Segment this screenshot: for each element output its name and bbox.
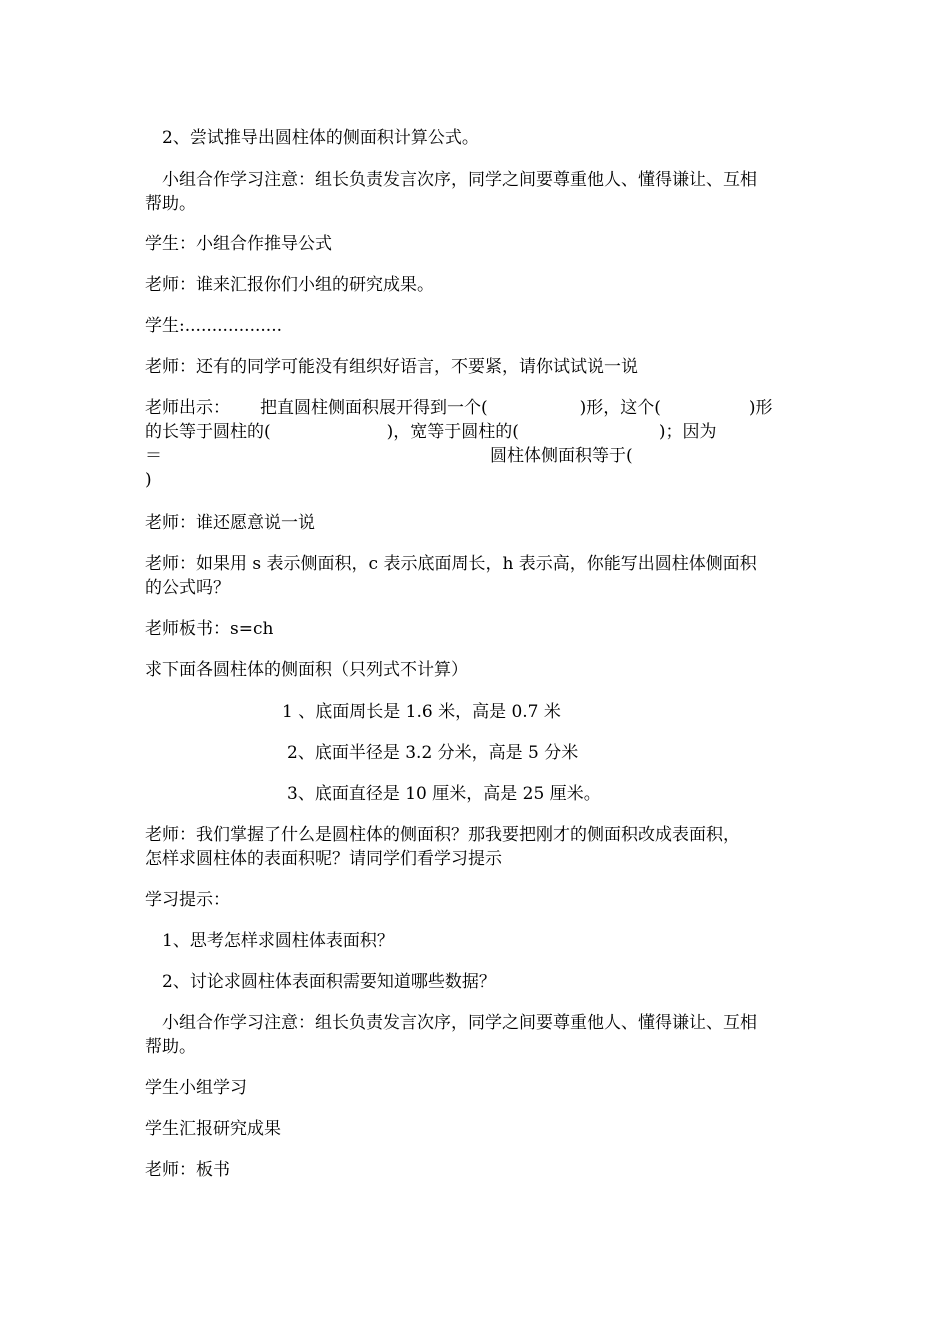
teacher-board-writing: 老师：板书	[145, 1160, 230, 1180]
group-work-note-1-line-2: 帮助。	[145, 194, 196, 214]
step-2-derive-formula: 2、尝试推导出圆柱体的侧面积计算公式。	[162, 128, 479, 148]
teacher-fill-in-blank	[145, 396, 810, 492]
learning-tip-1: 1、思考怎样求圆柱体表面积？	[162, 931, 394, 951]
exercise-instruction: 求下面各圆柱体的侧面积（只列式不计算）	[145, 660, 468, 680]
teacher-board-formula: 老师板书：s=ch	[145, 619, 274, 639]
student-derive-formula: 学生：小组合作推导公式	[145, 234, 332, 254]
group-work-note-2	[145, 1011, 810, 1059]
teacher-formula-question	[145, 552, 810, 600]
teacher-who-else: 老师：谁还愿意说一说	[145, 513, 315, 533]
group-work-note-1-line-1: 小组合作学习注意：组长负责发言次序，同学之间要尊重他人、懂得谦让、互相	[162, 170, 757, 190]
teacher-ask-report: 老师：谁来汇报你们小组的研究成果。	[145, 275, 434, 295]
teacher-formula-question-line-1: 老师：如果用 s 表示侧面积，c 表示底面周长，h 表示高，你能写出圆柱体侧面积	[145, 554, 757, 574]
teacher-surface-area-question-line-1: 老师：我们掌握了什么是圆柱体的侧面积？那我要把刚才的侧面积改成表面积，	[145, 825, 740, 845]
learning-tip-2: 2、讨论求圆柱体表面积需要知道哪些数据？	[162, 972, 496, 992]
student-response: 学生:..................	[145, 316, 282, 336]
student-group-study: 学生小组学习	[145, 1078, 247, 1098]
learning-tips-heading: 学习提示：	[145, 890, 230, 910]
teacher-encourage: 老师：还有的同学可能没有组织好语言，不要紧，请你试试说一说	[145, 357, 638, 377]
student-report-results: 学生汇报研究成果	[145, 1119, 281, 1139]
exercise-1: 1 、底面周长是 1.6 米，高是 0.7 米	[282, 702, 561, 722]
teacher-surface-area-question	[145, 823, 810, 871]
teacher-surface-area-question-line-2: 怎样求圆柱体的表面积呢？请同学们看学习提示	[145, 849, 502, 869]
fill-blank-line-3: ＝ 圆柱体侧面积等于(	[145, 446, 633, 466]
teacher-formula-question-line-2: 的公式吗？	[145, 578, 230, 598]
fill-blank-line-2: 的长等于圆柱的( )，宽等于圆柱的( )；因为	[145, 422, 717, 442]
group-work-note-1	[145, 168, 810, 216]
exercise-3: 3、底面直径是 10 厘米，高是 25 厘米。	[287, 784, 601, 804]
group-work-note-2-line-2: 帮助。	[145, 1037, 196, 1057]
fill-blank-line-4: )	[145, 470, 152, 490]
fill-blank-line-1: 老师出示： 把直圆柱侧面积展开得到一个( )形，这个( )形	[145, 398, 773, 418]
group-work-note-2-line-1: 小组合作学习注意：组长负责发言次序，同学之间要尊重他人、懂得谦让、互相	[162, 1013, 757, 1033]
exercise-2: 2、底面半径是 3.2 分米，高是 5 分米	[287, 743, 579, 763]
